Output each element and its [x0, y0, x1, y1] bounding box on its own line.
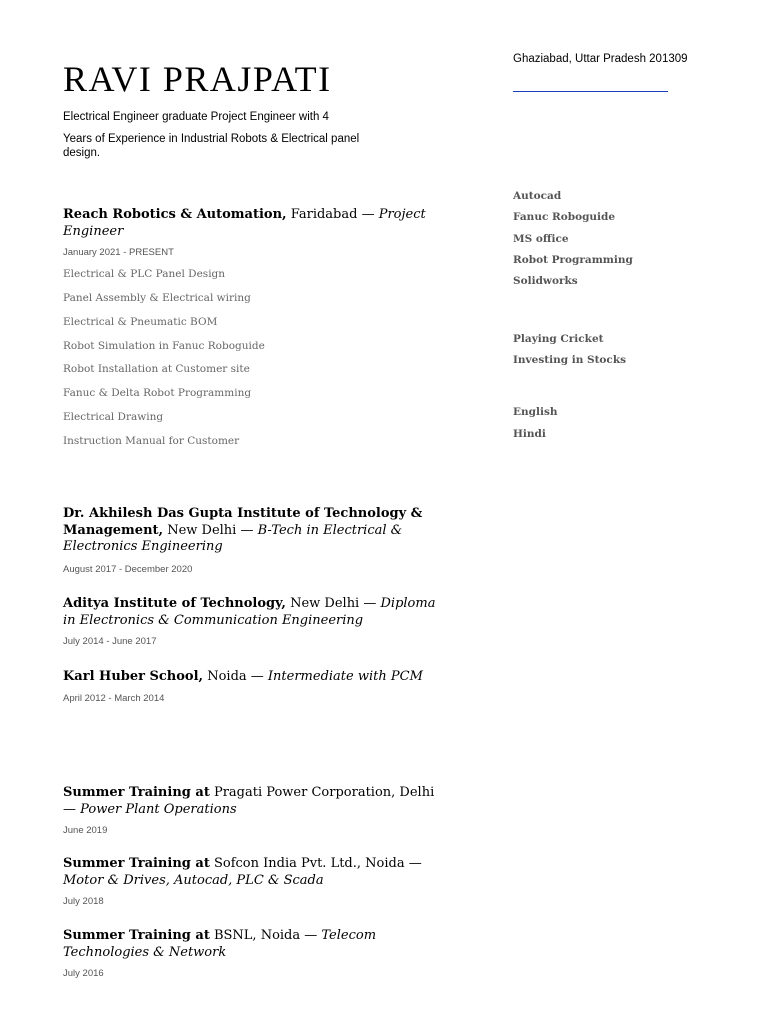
- degree: Intermediate with PCM: [267, 669, 423, 684]
- training-org: Pragati Power Corporation, Delhi —: [63, 785, 435, 817]
- skill-item: Solidworks: [513, 275, 578, 287]
- school-location: New Delhi —: [285, 596, 381, 611]
- degree: Diploma in Electronics & Communication Engineering: [63, 596, 436, 628]
- skill-item: Robot Programming: [513, 254, 633, 266]
- task-item: Electrical & PLC Panel Design: [63, 268, 226, 280]
- education-date: April 2012 - March 2014: [63, 693, 165, 704]
- company-name: Reach Robotics & Automation,: [63, 207, 287, 222]
- education-entry: [63, 596, 448, 629]
- company-location: Faridabad —: [286, 207, 379, 222]
- hobby-item: Investing in Stocks: [513, 354, 627, 366]
- training-topic: Motor & Drives, Autocad, PLC & Scada: [63, 872, 324, 888]
- task-item: Panel Assembly & Electrical wiring: [63, 292, 251, 304]
- education-date: August 2017 - December 2020: [63, 564, 193, 575]
- candidate-name: RAVI PRAJPATI: [63, 59, 332, 99]
- address: Ghaziabad, Uttar Pradesh 201309: [513, 53, 688, 65]
- summary-line-2: Years of Experience in Industrial Robots & Electrical panel design.: [63, 133, 360, 159]
- education-entry: [63, 506, 448, 556]
- school-location: Noida —: [203, 669, 268, 684]
- school-location: New Delhi —: [163, 522, 258, 538]
- school-name: Karl Huber School,: [63, 669, 204, 684]
- training-date: July 2016: [63, 968, 104, 979]
- degree: B-Tech in Electrical & Electronics Engineering: [63, 522, 403, 554]
- language-item: English: [513, 406, 558, 418]
- school-name: Dr. Akhilesh Das Gupta Institute of Technology & Management,: [63, 506, 423, 538]
- training-date: July 2018: [63, 896, 104, 907]
- job-role: Project Engineer: [63, 207, 426, 239]
- training-entry: [63, 785, 448, 818]
- skill-item: MS office: [513, 233, 569, 245]
- summary-line-1: Electrical Engineer graduate Project Engineer with 4: [63, 111, 329, 123]
- experience-entry: [63, 207, 448, 240]
- task-item: Instruction Manual for Customer: [63, 435, 240, 447]
- task-item: Electrical Drawing: [63, 411, 164, 423]
- training-date: June 2019: [63, 825, 108, 836]
- training-prefix: Summer Training at: [63, 856, 210, 871]
- task-item: Robot Simulation in Fanuc Roboguide: [63, 340, 265, 352]
- skill-item: Autocad: [513, 190, 562, 202]
- email-link[interactable]: [513, 91, 668, 92]
- training-entry: [63, 928, 448, 961]
- training-org: BSNL, Noida —: [209, 928, 322, 943]
- task-item: Robot Installation at Customer site: [63, 363, 250, 375]
- training-entry: [63, 856, 448, 889]
- training-org: Sofcon India Pvt. Ltd., Noida —: [209, 856, 422, 871]
- training-prefix: Summer Training at: [63, 785, 210, 800]
- skill-item: Fanuc Roboguide: [513, 211, 616, 223]
- education-entry: [63, 669, 448, 686]
- training-topic: Power Plant Operations: [80, 801, 237, 817]
- education-date: July 2014 - June 2017: [63, 636, 157, 647]
- training-prefix: Summer Training at: [63, 928, 210, 943]
- hobby-item: Playing Cricket: [513, 333, 604, 345]
- experience-date: January 2021 - PRESENT: [63, 247, 174, 258]
- school-name: Aditya Institute of Technology,: [63, 596, 286, 611]
- task-item: Electrical & Pneumatic BOM: [63, 316, 218, 328]
- language-item: Hindi: [513, 428, 546, 440]
- training-topic: Telecom Technologies & Network: [63, 928, 377, 960]
- task-item: Fanuc & Delta Robot Programming: [63, 387, 252, 399]
